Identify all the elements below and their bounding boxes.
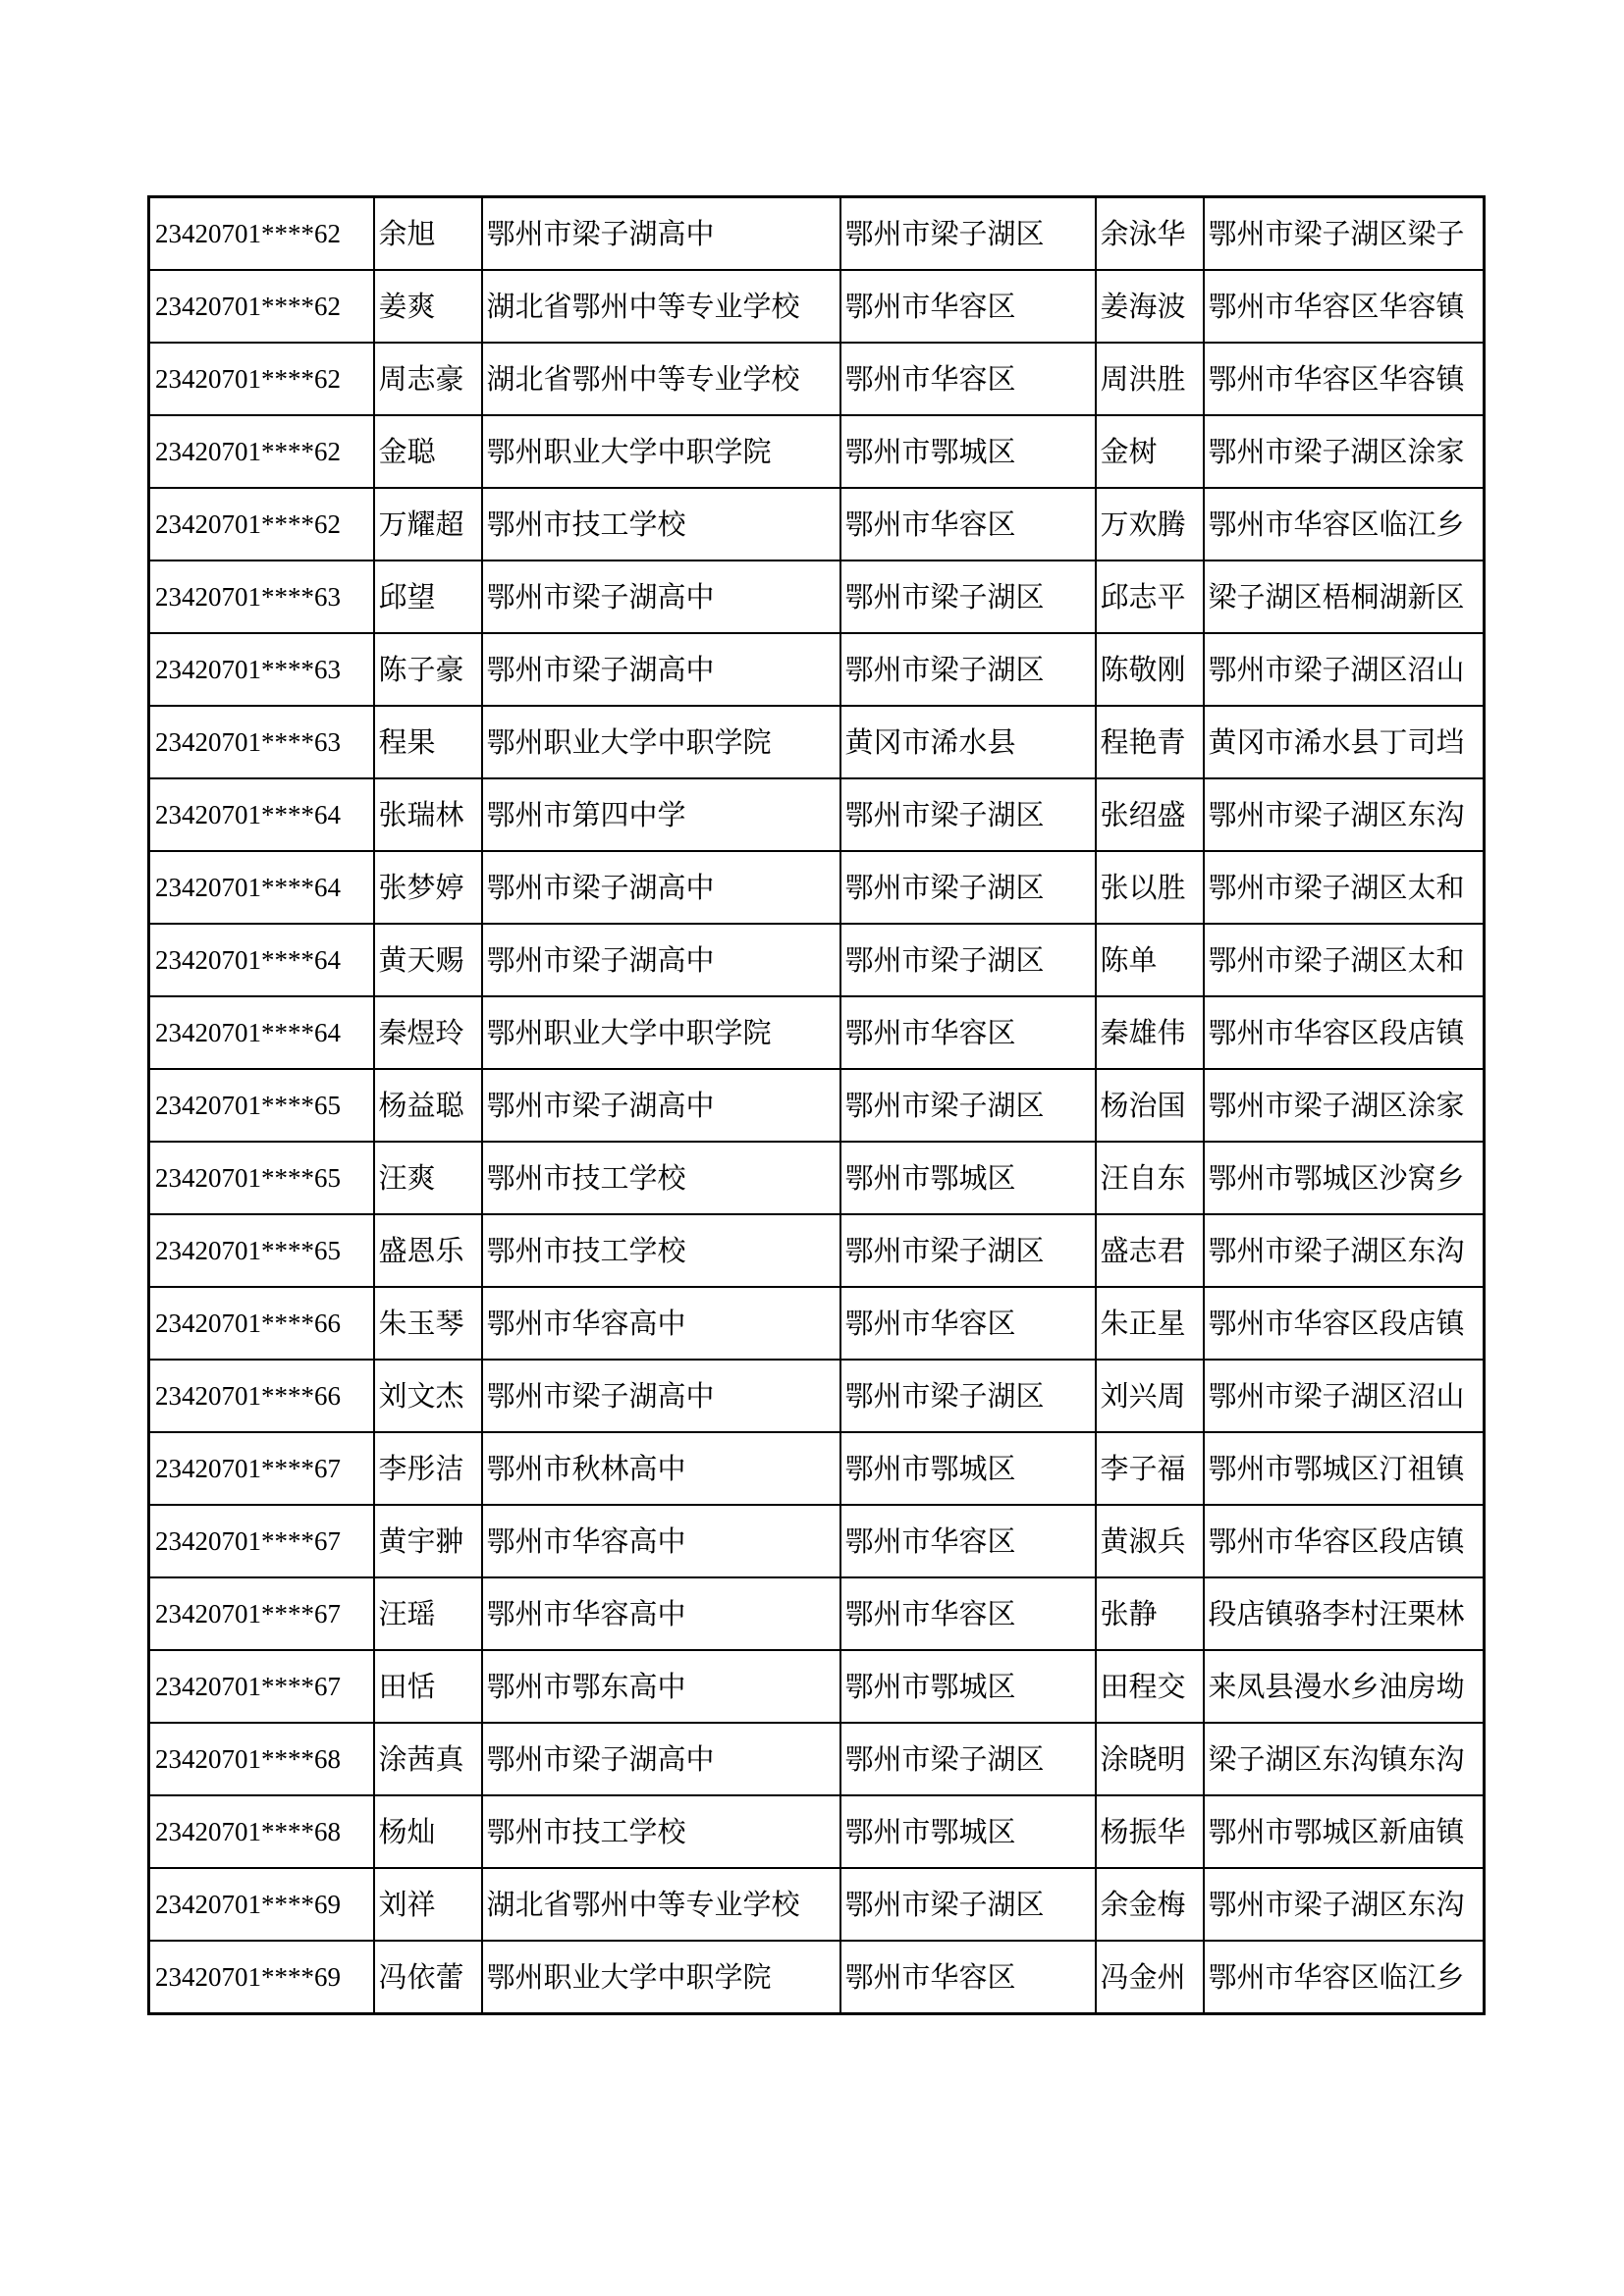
region-cell: 鄂州市华容区 (840, 1505, 1096, 1577)
table-row (149, 778, 1485, 851)
address-cell: 鄂州市华容区段店镇 (1204, 1287, 1485, 1360)
address-cell: 鄂州市鄂城区汀祖镇 (1204, 1432, 1485, 1505)
guardian-name-cell: 程艳青 (1096, 706, 1204, 778)
address-cell: 鄂州市华容区段店镇 (1204, 996, 1485, 1069)
guardian-name-cell: 田程交 (1096, 1650, 1204, 1723)
guardian-name-cell: 张以胜 (1096, 851, 1204, 924)
school-cell: 鄂州市华容高中 (482, 1577, 840, 1650)
table-row (149, 1432, 1485, 1505)
guardian-name-cell: 李子福 (1096, 1432, 1204, 1505)
region-cell: 鄂州市梁子湖区 (840, 633, 1096, 706)
school-cell: 鄂州市第四中学 (482, 778, 840, 851)
student-name-cell: 陈子豪 (374, 633, 482, 706)
region-cell: 鄂州市华容区 (840, 1941, 1096, 2014)
table-row (149, 1142, 1485, 1214)
student-id-cell: 23420701****67 (149, 1505, 374, 1577)
student-id-cell: 23420701****67 (149, 1432, 374, 1505)
region-cell: 鄂州市华容区 (840, 1287, 1096, 1360)
school-cell: 鄂州市梁子湖高中 (482, 924, 840, 996)
table-body (149, 197, 1485, 2014)
school-cell: 鄂州市华容高中 (482, 1287, 840, 1360)
region-cell: 鄂州市梁子湖区 (840, 924, 1096, 996)
student-name-cell: 张梦婷 (374, 851, 482, 924)
student-id-cell: 23420701****69 (149, 1868, 374, 1941)
table-row (149, 1214, 1485, 1287)
student-name-cell: 汪瑶 (374, 1577, 482, 1650)
region-cell: 鄂州市华容区 (840, 270, 1096, 343)
school-cell: 鄂州市梁子湖高中 (482, 561, 840, 633)
address-cell: 鄂州市梁子湖区沼山 (1204, 1360, 1485, 1432)
student-name-cell: 杨益聪 (374, 1069, 482, 1142)
region-cell: 鄂州市梁子湖区 (840, 561, 1096, 633)
guardian-name-cell: 杨治国 (1096, 1069, 1204, 1142)
guardian-name-cell: 秦雄伟 (1096, 996, 1204, 1069)
region-cell: 鄂州市梁子湖区 (840, 1723, 1096, 1795)
guardian-name-cell: 邱志平 (1096, 561, 1204, 633)
student-name-cell: 黄天赐 (374, 924, 482, 996)
guardian-name-cell: 余金梅 (1096, 1868, 1204, 1941)
guardian-name-cell: 陈单 (1096, 924, 1204, 996)
student-id-cell: 23420701****63 (149, 561, 374, 633)
student-name-cell: 张瑞林 (374, 778, 482, 851)
records-table-container (147, 195, 1483, 2015)
address-cell: 鄂州市华容区华容镇 (1204, 343, 1485, 415)
school-cell: 鄂州职业大学中职学院 (482, 415, 840, 488)
student-name-cell: 涂茜真 (374, 1723, 482, 1795)
student-id-cell: 23420701****65 (149, 1069, 374, 1142)
student-name-cell: 姜爽 (374, 270, 482, 343)
region-cell: 鄂州市华容区 (840, 1577, 1096, 1650)
table-row (149, 1650, 1485, 1723)
region-cell: 黄冈市浠水县 (840, 706, 1096, 778)
student-id-cell: 23420701****68 (149, 1723, 374, 1795)
school-cell: 鄂州市梁子湖高中 (482, 851, 840, 924)
student-id-cell: 23420701****62 (149, 270, 374, 343)
student-id-cell: 23420701****65 (149, 1142, 374, 1214)
student-name-cell: 汪爽 (374, 1142, 482, 1214)
table-row (149, 270, 1485, 343)
student-name-cell: 程果 (374, 706, 482, 778)
student-name-cell: 周志豪 (374, 343, 482, 415)
table-row (149, 415, 1485, 488)
region-cell: 鄂州市梁子湖区 (840, 1069, 1096, 1142)
address-cell: 鄂州市梁子湖区东沟 (1204, 1868, 1485, 1941)
student-name-cell: 田恬 (374, 1650, 482, 1723)
school-cell: 鄂州市技工学校 (482, 1795, 840, 1868)
student-id-cell: 23420701****62 (149, 343, 374, 415)
region-cell: 鄂州市梁子湖区 (840, 1214, 1096, 1287)
student-id-cell: 23420701****62 (149, 488, 374, 561)
table-row (149, 1941, 1485, 2014)
student-name-cell: 邱望 (374, 561, 482, 633)
guardian-name-cell: 盛志君 (1096, 1214, 1204, 1287)
table-row (149, 633, 1485, 706)
region-cell: 鄂州市梁子湖区 (840, 778, 1096, 851)
student-name-cell: 朱玉琴 (374, 1287, 482, 1360)
school-cell: 鄂州市技工学校 (482, 1214, 840, 1287)
address-cell: 鄂州市梁子湖区东沟 (1204, 778, 1485, 851)
address-cell: 段店镇骆李村汪栗林 (1204, 1577, 1485, 1650)
student-id-cell: 23420701****62 (149, 197, 374, 271)
table-row (149, 1723, 1485, 1795)
region-cell: 鄂州市梁子湖区 (840, 1868, 1096, 1941)
school-cell: 湖北省鄂州中等专业学校 (482, 270, 840, 343)
school-cell: 湖北省鄂州中等专业学校 (482, 343, 840, 415)
address-cell: 鄂州市鄂城区沙窝乡 (1204, 1142, 1485, 1214)
table-row (149, 197, 1485, 271)
address-cell: 来凤县漫水乡油房坳 (1204, 1650, 1485, 1723)
student-id-cell: 23420701****67 (149, 1650, 374, 1723)
address-cell: 鄂州市梁子湖区太和 (1204, 851, 1485, 924)
address-cell: 鄂州市梁子湖区涂家 (1204, 1069, 1485, 1142)
region-cell: 鄂州市华容区 (840, 343, 1096, 415)
student-id-cell: 23420701****64 (149, 851, 374, 924)
school-cell: 鄂州职业大学中职学院 (482, 706, 840, 778)
guardian-name-cell: 周洪胜 (1096, 343, 1204, 415)
student-id-cell: 23420701****65 (149, 1214, 374, 1287)
guardian-name-cell: 陈敬刚 (1096, 633, 1204, 706)
student-name-cell: 冯依蕾 (374, 1941, 482, 2014)
table-row (149, 561, 1485, 633)
guardian-name-cell: 张静 (1096, 1577, 1204, 1650)
school-cell: 鄂州市秋林高中 (482, 1432, 840, 1505)
table-row (149, 343, 1485, 415)
address-cell: 鄂州市梁子湖区东沟 (1204, 1214, 1485, 1287)
school-cell: 鄂州市技工学校 (482, 1142, 840, 1214)
student-name-cell: 李彤洁 (374, 1432, 482, 1505)
school-cell: 鄂州市梁子湖高中 (482, 1360, 840, 1432)
school-cell: 鄂州职业大学中职学院 (482, 1941, 840, 2014)
guardian-name-cell: 刘兴周 (1096, 1360, 1204, 1432)
address-cell: 鄂州市梁子湖区梁子 (1204, 197, 1485, 271)
student-name-cell: 万耀超 (374, 488, 482, 561)
student-id-cell: 23420701****68 (149, 1795, 374, 1868)
student-name-cell: 秦煜玲 (374, 996, 482, 1069)
address-cell: 黄冈市浠水县丁司垱 (1204, 706, 1485, 778)
table-row (149, 1577, 1485, 1650)
region-cell: 鄂州市梁子湖区 (840, 197, 1096, 271)
guardian-name-cell: 涂晓明 (1096, 1723, 1204, 1795)
school-cell: 鄂州市梁子湖高中 (482, 633, 840, 706)
student-id-cell: 23420701****66 (149, 1360, 374, 1432)
region-cell: 鄂州市鄂城区 (840, 1142, 1096, 1214)
table-row (149, 996, 1485, 1069)
student-id-cell: 23420701****64 (149, 924, 374, 996)
school-cell: 鄂州市鄂东高中 (482, 1650, 840, 1723)
address-cell: 鄂州市鄂城区新庙镇 (1204, 1795, 1485, 1868)
address-cell: 鄂州市梁子湖区涂家 (1204, 415, 1485, 488)
table-row (149, 1360, 1485, 1432)
guardian-name-cell: 万欢腾 (1096, 488, 1204, 561)
guardian-name-cell: 杨振华 (1096, 1795, 1204, 1868)
school-cell: 鄂州职业大学中职学院 (482, 996, 840, 1069)
region-cell: 鄂州市华容区 (840, 488, 1096, 561)
table-row (149, 706, 1485, 778)
address-cell: 鄂州市华容区段店镇 (1204, 1505, 1485, 1577)
table-row (149, 851, 1485, 924)
guardian-name-cell: 汪自东 (1096, 1142, 1204, 1214)
guardian-name-cell: 余泳华 (1096, 197, 1204, 271)
table-row (149, 1069, 1485, 1142)
school-cell: 鄂州市梁子湖高中 (482, 1723, 840, 1795)
student-name-cell: 刘祥 (374, 1868, 482, 1941)
guardian-name-cell: 张绍盛 (1096, 778, 1204, 851)
region-cell: 鄂州市华容区 (840, 996, 1096, 1069)
address-cell: 梁子湖区东沟镇东沟 (1204, 1723, 1485, 1795)
school-cell: 湖北省鄂州中等专业学校 (482, 1868, 840, 1941)
region-cell: 鄂州市鄂城区 (840, 1432, 1096, 1505)
school-cell: 鄂州市华容高中 (482, 1505, 840, 1577)
address-cell: 鄂州市梁子湖区太和 (1204, 924, 1485, 996)
student-name-cell: 杨灿 (374, 1795, 482, 1868)
table-row (149, 488, 1485, 561)
address-cell: 鄂州市华容区临江乡 (1204, 488, 1485, 561)
student-id-cell: 23420701****63 (149, 706, 374, 778)
guardian-name-cell: 黄淑兵 (1096, 1505, 1204, 1577)
student-name-cell: 盛恩乐 (374, 1214, 482, 1287)
address-cell: 鄂州市华容区华容镇 (1204, 270, 1485, 343)
records-table (147, 195, 1486, 2015)
student-name-cell: 金聪 (374, 415, 482, 488)
student-id-cell: 23420701****63 (149, 633, 374, 706)
region-cell: 鄂州市鄂城区 (840, 1795, 1096, 1868)
guardian-name-cell: 金树 (1096, 415, 1204, 488)
table-row (149, 1505, 1485, 1577)
school-cell: 鄂州市技工学校 (482, 488, 840, 561)
student-name-cell: 余旭 (374, 197, 482, 271)
address-cell: 鄂州市梁子湖区沼山 (1204, 633, 1485, 706)
student-id-cell: 23420701****67 (149, 1577, 374, 1650)
student-id-cell: 23420701****62 (149, 415, 374, 488)
region-cell: 鄂州市梁子湖区 (840, 1360, 1096, 1432)
school-cell: 鄂州市梁子湖高中 (482, 1069, 840, 1142)
guardian-name-cell: 姜海波 (1096, 270, 1204, 343)
student-id-cell: 23420701****64 (149, 996, 374, 1069)
table-row (149, 924, 1485, 996)
student-name-cell: 黄宇翀 (374, 1505, 482, 1577)
table-row (149, 1795, 1485, 1868)
table-row (149, 1868, 1485, 1941)
table-row (149, 1287, 1485, 1360)
guardian-name-cell: 冯金州 (1096, 1941, 1204, 2014)
region-cell: 鄂州市鄂城区 (840, 1650, 1096, 1723)
address-cell: 梁子湖区梧桐湖新区 (1204, 561, 1485, 633)
region-cell: 鄂州市鄂城区 (840, 415, 1096, 488)
region-cell: 鄂州市梁子湖区 (840, 851, 1096, 924)
student-id-cell: 23420701****64 (149, 778, 374, 851)
student-name-cell: 刘文杰 (374, 1360, 482, 1432)
school-cell: 鄂州市梁子湖高中 (482, 197, 840, 271)
address-cell: 鄂州市华容区临江乡 (1204, 1941, 1485, 2014)
student-id-cell: 23420701****66 (149, 1287, 374, 1360)
student-id-cell: 23420701****69 (149, 1941, 374, 2014)
guardian-name-cell: 朱正星 (1096, 1287, 1204, 1360)
